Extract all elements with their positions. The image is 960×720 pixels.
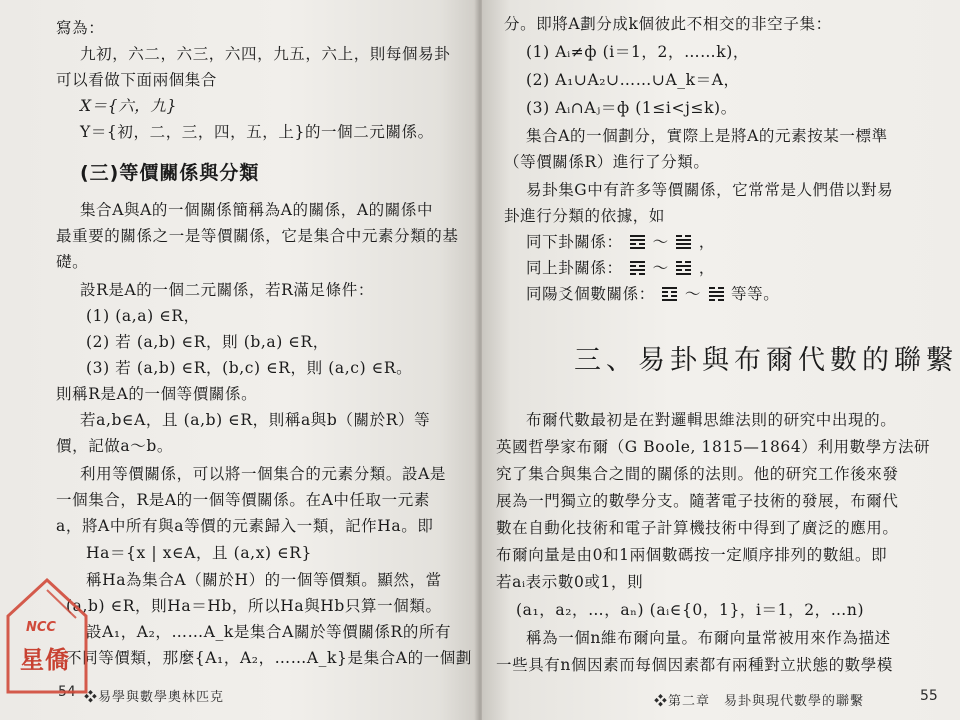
ncc-stamp-icon	[4, 576, 90, 696]
text-line: 設A₁，A₂，……A_k是集合A關於等價關係R的所有	[86, 623, 452, 641]
example-label: 同下卦關係：	[526, 233, 623, 251]
page-number-right: 55	[920, 688, 938, 704]
example-label: 同上卦關係：	[526, 259, 623, 277]
text-line: 布爾代數最初是在對邏輯思維法則的研究中出現的。	[526, 411, 897, 429]
section-heading: (三)等價關係與分類	[80, 162, 260, 184]
text-line: 一些具有n個因素而每個因素都有兩種對立狀態的數學模	[496, 656, 893, 674]
equivalence-class-formula: Ha＝{x | x∈A，且 (a,x) ∈R}	[86, 544, 313, 562]
text-line: (a,b) ∈R，則Ha＝Hb，所以Ha與Hb只算一個類。	[66, 597, 442, 615]
text-line: 究了集合與集合之間的關係的法則。他的研究工作後來發	[496, 465, 899, 483]
text-line: 數在自動化技術和電子計算機技術中得到了廣泛的應用。	[496, 519, 899, 537]
stamp-ncc-text: NCC	[26, 620, 56, 635]
text-line: 布爾向量是由0和1兩個數碼按一定順序排列的數組。即	[496, 546, 888, 564]
text-line: 稱為一個n維布爾向量。布爾向量常被用來作為描述	[526, 629, 891, 647]
hexagram-icon	[709, 286, 724, 301]
hexagram-icon	[630, 234, 645, 249]
text-line: 若aᵢ表示數0或1，則	[496, 573, 644, 591]
hexagram-icon	[676, 234, 691, 249]
example-same-upper	[526, 258, 715, 278]
running-footer-right: ❖第二章 易卦與現代數學的聯繫	[654, 694, 865, 709]
separator: ，	[698, 233, 715, 251]
text-line: 礎。	[56, 253, 89, 271]
condition-3: (3) 若 (a,b) ∈R，(b,c) ∈R，則 (a,c) ∈R。	[86, 359, 413, 377]
hexagram-icon	[676, 260, 691, 275]
text-line: 寫為：	[56, 19, 105, 37]
text-line: 九初，六二，六三，六四，九五，六上，則每個易卦	[80, 45, 451, 63]
text-line: 最重要的關係之一是等價關係，它是集合中元素分類的基	[56, 227, 459, 245]
text-line: 集合A的一個劃分，實際上是將A的元素按某一標準	[526, 127, 888, 145]
stamp-name-text: 星僑	[20, 646, 70, 674]
text-line: （等價關係R）進行了分類。	[504, 153, 710, 171]
chapter-section-heading: 三、易卦與布爾代數的聯繫	[574, 345, 958, 376]
text-line: 英國哲學家布爾（G Boole, 1815—1864）利用數學方法研	[496, 438, 931, 456]
running-footer-left: ❖易學與數學奧林匹克	[84, 690, 225, 705]
tilde-symbol: ～	[684, 285, 701, 303]
text-line: 設R是A的一個二元關係，若R滿足條件：	[80, 281, 374, 299]
example-label: 同陽爻個數關係：	[526, 285, 655, 303]
text-line: 一個集合，R是A的一個等價關係。在A中任取一元素	[56, 491, 430, 509]
partition-condition-3: (3) Aᵢ∩Aⱼ＝ф (1≤i<j≤k)。	[526, 99, 737, 117]
hexagram-icon	[630, 260, 645, 275]
text-line: 集合A與A的一個關係簡稱為A的關係，A的關係中	[80, 201, 434, 219]
example-yang-count	[526, 284, 779, 304]
boolean-vector-formula: (a₁，a₂，…，aₙ) (aᵢ∈{0，1}，i＝1，2，…n)	[516, 601, 865, 619]
text-line: 若a,b∈A，且 (a,b) ∈R，則稱a與b（關於R）等	[80, 411, 431, 429]
text-line: 可以看做下面兩個集合	[56, 71, 218, 89]
set-y-definition: Y＝{初，二，三，四，五，上}的一個二元關係。	[80, 123, 434, 141]
text-line: a，將A中所有與a等價的元素歸入一類，記作Ha。即	[56, 517, 434, 535]
example-same-lower	[526, 232, 715, 252]
tilde-symbol: ～	[652, 233, 669, 251]
left-page	[0, 0, 478, 720]
text-line: 展為一門獨立的數學分支。隨著電子技術的發展，布爾代	[496, 492, 899, 510]
text-line: 稱Ha為集合A（關於H）的一個等價類。顯然，當	[86, 571, 442, 589]
condition-2: (2) 若 (a,b) ∈R，則 (b,a) ∈R，	[86, 333, 329, 351]
page-number-left: 54	[58, 684, 76, 700]
text-line: 易卦集G中有許多等價關係，它常常是人們借以對易	[526, 181, 894, 199]
tilde-symbol: ～	[652, 259, 669, 277]
text-line: 分。即將A劃分成k個彼此不相交的非空子集：	[504, 15, 832, 33]
partition-condition-2: (2) A₁∪A₂∪……∪A_k＝A，	[526, 71, 740, 89]
text-line: 價，記做a～b。	[56, 437, 173, 455]
condition-1: (1) (a,a) ∈R，	[86, 307, 200, 325]
hexagram-icon	[662, 286, 677, 301]
text-line: 則稱R是A的一個等價關係。	[56, 385, 258, 403]
text-line: 卦進行分類的依據，如	[504, 207, 666, 225]
partition-condition-1: (1) Aᵢ≠ф (i＝1，2，……k)，	[526, 43, 750, 61]
suffix-text: 等等。	[731, 285, 780, 303]
separator: ，	[698, 259, 715, 277]
text-line: 不同等價類，那麼{A₁，A₂，……A_k}是集合A的一個劃	[66, 649, 472, 667]
right-page	[482, 0, 960, 720]
set-x-definition: X＝{六，九}	[80, 97, 177, 115]
text-line: 利用等價關係，可以將一個集合的元素分類。設A是	[80, 465, 446, 483]
